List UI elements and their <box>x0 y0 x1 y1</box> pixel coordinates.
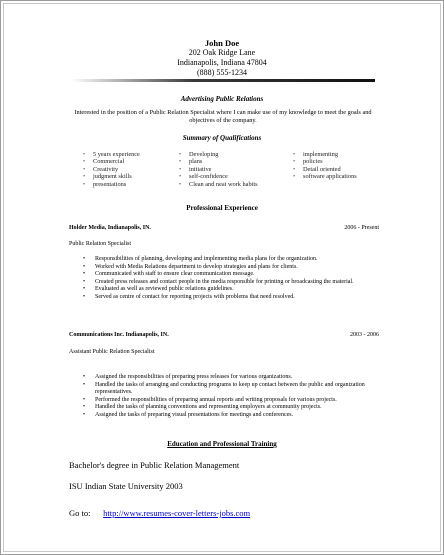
school: ISU Indian State University 2003 <box>69 481 183 491</box>
bullet-icon: • <box>83 173 86 181</box>
bullet-icon: • <box>179 165 182 173</box>
objective-text: Interested in the position of a Public Relation Specialist where I can make use of my knowledge to meet the goals and objectives of the company. <box>74 109 372 124</box>
bullet-icon: • <box>83 158 86 166</box>
job-2-duties <box>83 374 389 419</box>
list-item: • 5 years experience <box>83 151 140 158</box>
qualifications-column-2 <box>179 151 258 188</box>
bullet-icon: • <box>83 278 86 285</box>
bullet-icon: • <box>179 158 182 166</box>
bullet-icon: • <box>83 263 86 270</box>
list-item: • initiative <box>179 165 212 173</box>
bullet-icon: • <box>293 151 296 158</box>
list-item: • Commercial <box>83 158 125 166</box>
goto-label: Go to: <box>69 508 91 518</box>
list-item: • Responsibilities of planning, developing and implementing media plans for the organization. <box>83 256 318 262</box>
list-item: • Handled the tasks of planning conventions and representing employers at community projects. <box>83 404 322 410</box>
list-item: • Developing <box>179 151 219 158</box>
bullet-icon: • <box>83 271 86 277</box>
bullet-icon: • <box>293 165 296 173</box>
list-item: • presentations <box>83 180 127 188</box>
list-item: • plans <box>179 158 203 166</box>
bullet-icon: • <box>83 286 86 292</box>
website-link[interactable]: http://www.resumes-cover-letters-jobs.com <box>103 508 251 518</box>
bullet-icon: • <box>83 165 86 173</box>
qualifications-column-3 <box>293 151 357 181</box>
list-item: • Created press releases and contact people in the media responsible for printing or broadcasting the material. <box>83 278 354 285</box>
address-line-1: 202 Oak Ridge Lane <box>188 48 256 57</box>
list-item: • Handled the tasks of arranging and conducting programs to keep up contact between the public and organization representatives. <box>83 381 365 395</box>
list-item: • Performed the responsibilities of preparing annual reports and writing proposals for various projects. <box>83 396 337 403</box>
list-item: • implementing <box>293 151 338 158</box>
education-title <box>1 440 443 449</box>
bullet-icon: • <box>179 180 182 188</box>
list-item: • Communicated with staff to ensure clear communication message. <box>83 271 255 277</box>
candidate-name: John Doe <box>204 38 240 48</box>
list-item: • Assigned the responsibilities of preparing press releases for various organizations. <box>83 374 293 380</box>
bullet-icon: • <box>83 256 86 262</box>
job-1-dates: 2006 - Present <box>344 225 379 231</box>
header-divider <box>71 79 375 82</box>
job-1-company: Holder Media, Indianapolis, IN. <box>69 225 151 231</box>
goto-line <box>69 508 250 518</box>
list-item: • Detail oriented <box>293 165 341 173</box>
list-item: • policies <box>293 158 323 166</box>
job-2-dates: 2003 - 2006 <box>350 332 379 338</box>
list-item: • Assigned the tasks of preparing visual presentations for meetings and conferences. <box>83 411 294 418</box>
qualifications-column-1 <box>83 151 140 188</box>
address-line-2: Indianapolis, Indiana 47804 <box>177 58 267 67</box>
bullet-icon: • <box>293 158 296 166</box>
bullet-icon: • <box>83 404 86 410</box>
bullet-icon: • <box>83 381 86 388</box>
bullet-icon: • <box>83 293 86 300</box>
bullet-icon: • <box>83 180 86 188</box>
bullet-icon: • <box>83 396 86 403</box>
list-item: • Served as centre of contact for reporting projects with problems that need resolved. <box>83 293 295 300</box>
experience-title: Professional Experience <box>186 204 258 212</box>
degree: Bachelor's degree in Public Relation Management <box>69 460 240 470</box>
list-item: • Worked with Media Relations department to develop strategies and plans for clients. <box>83 263 298 270</box>
phone-number: (888) 555-1234 <box>197 68 247 77</box>
objective-title: Advertising Public Relations <box>180 95 264 103</box>
bullet-icon: • <box>83 374 86 380</box>
education-title-text: Education and Professional Training <box>167 440 277 448</box>
list-item: • Evaluated as well as reviewed public relations guidelines. <box>83 286 234 292</box>
bullet-icon: • <box>179 151 182 158</box>
list-item: • Creativity <box>83 165 119 173</box>
list-item: • Clean and neat work habits <box>179 180 258 188</box>
bullet-icon: • <box>293 173 296 181</box>
bullet-icon: • <box>83 411 86 418</box>
list-item: • software applications <box>293 173 357 181</box>
list-item: • self-confidence <box>179 173 228 181</box>
job-2-company: Communications Inc. Indianapolis, IN. <box>69 332 169 338</box>
list-item: • judgment skills <box>83 173 132 181</box>
job-1-duties <box>83 256 383 301</box>
job-2-role: Assistant Public Relation Specialist <box>69 349 155 355</box>
job-1-role: Public Relation Specialist <box>69 241 131 247</box>
bullet-icon: • <box>83 151 86 158</box>
qualifications-title: Summary of Qualifications <box>182 134 262 142</box>
bullet-icon: • <box>179 173 182 181</box>
